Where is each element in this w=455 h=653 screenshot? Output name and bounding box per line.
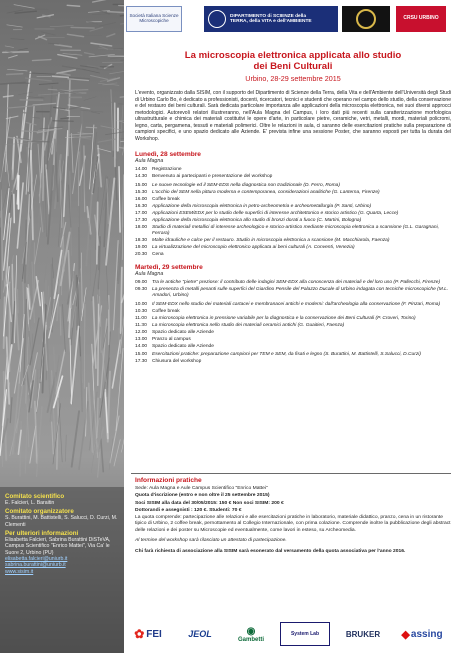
gambetti-logo: ◉ Gambetti [237, 625, 264, 643]
program-row [135, 316, 451, 322]
day2-heading: Martedì, 29 settembre [135, 263, 203, 271]
membership-note: Chi farà richiesta di associazione alla SISIM sarà esonerato dal versamento della quota associativa per l'anno 2016. [135, 549, 406, 555]
fei-logo: ✿ FEI [134, 627, 162, 641]
program-time: 14.00 [135, 343, 148, 349]
program-event: Coffee break [152, 308, 180, 314]
program-time: 14.30 [135, 174, 148, 180]
section-divider [131, 473, 451, 474]
program-row [135, 245, 451, 251]
program-row [135, 330, 451, 336]
info-heading: Per ulteriori informazioni [5, 529, 79, 537]
program-time: 20.30 [135, 252, 148, 258]
program-row [135, 204, 451, 210]
department-logo: DIPARTIMENTO di SCIENZE della TERRA, della VITA e dell'AMBIENTE [204, 6, 338, 32]
program-row [135, 211, 451, 217]
program-time: 17.00 [135, 211, 148, 217]
fee-heading: Quota d'iscrizione (entro e non oltre il 25 settembre 2015) [135, 493, 270, 499]
program-time: 09.00 [135, 279, 148, 285]
gambetti-icon: ◉ [246, 625, 256, 637]
university-seal-icon [208, 10, 226, 28]
program-row [135, 238, 451, 244]
program-event: Spazio dedicato alle Aziende [152, 343, 214, 349]
program-event: Applicazioni ESEM/EDX per lo studio delle superfici di interesse architettonico e storico artistico (G. Quarta, Lecce) [152, 211, 399, 217]
crsu-logo: CRSU URBINO [396, 6, 446, 32]
sisim-logo: Società Italiana Scienze Microscopiche [126, 6, 182, 32]
program-time: 15.00 [135, 352, 148, 358]
program-row [135, 352, 451, 358]
fei-flower-icon: ✿ [134, 627, 145, 641]
program-row [135, 359, 451, 365]
program-time: 15.00 [135, 183, 148, 189]
intro-text: L'evento, organizzato dalla SISIM, con il supporto del Dipartimento di Scienze della Terra, della Vita e dell'Ambiente dell'Università degli Studi di Urbino Carlo Bo, è dedicato a professionisti, docenti, ricercatori, tecnici e studenti che operano nel campo dello studio, della conservazione e del restauro dei beni culturali. Sarà dedicata particolare importanza alle applicazioni della microscopia elettronica, nei suoi diversi approcci metodologici. Autorevoli relatori illustreranno, nell'Aula Magna del Campus, i loro dati più recenti sulla caratterizzazione morfologica ultrastrutturale e chimica dei materiali costitutivi le opere d'arte, in particolare pietre, ceramiche, vetri, metalli, mordi, materiali policromi, legno, carta, pergamena, tessuti e materiali polimerici. Oltre le relazioni in aula, ci saranno delle esercitazioni pratiche sulla preparazione di campioni specifici, e uno spazio dedicato alle Aziende. E' prevista infine una sessione Poster, che saranno esposti per tutta la durata del Workshop. [135, 90, 451, 142]
program-row [135, 287, 451, 299]
program-row [135, 183, 451, 189]
day1-section [135, 151, 451, 257]
program-time: 18.30 [135, 238, 148, 244]
university-logo [342, 6, 390, 32]
program-event: Chiusura del workshop [152, 359, 202, 365]
organizing-committee-heading: Comitato organizzatore [5, 508, 74, 516]
program-event: Cena [152, 252, 164, 258]
program-row [135, 197, 451, 203]
program-event: Studio di materiali metallici di interesse archeologico e storico-artistico mediante microscopia elettronica a scansione (G.L. Garagnani, Ferrara) [152, 225, 439, 237]
assing-icon: ◆ [401, 628, 410, 641]
program-row [135, 252, 451, 258]
venue: Sede: Aula Magna e Aule Campus Scientifico "Enrico Mattei" [135, 486, 268, 491]
program-event: La presenza di metalli pesanti sulle superfici del Giardino Pensile del Palazzo Ducale di Urbino indagata con tecniche microscopiche (M.L. Amadori, Urbino) [152, 286, 449, 298]
program-row [135, 309, 451, 315]
program-row [135, 323, 451, 329]
program-event: Pranzo al campus [152, 336, 191, 342]
certificate-note: Al termine del workshop sarà rilasciato un attestato di partecipazione. [135, 537, 287, 543]
sponsor-logos [126, 622, 451, 648]
program-time: 13.00 [135, 336, 148, 342]
day1-heading: Lunedì, 28 settembre [135, 151, 201, 159]
program-event: La microscopia elettronica in pressione variabile per la diagnostica e la conservazione dei Beni Culturali (P. Croveri, Torino) [152, 315, 416, 321]
info-title: Informazioni pratiche [135, 477, 202, 484]
program-event: Registrazione [152, 167, 182, 173]
program-row [135, 167, 451, 173]
day2-section [135, 264, 451, 365]
program-time: 12.00 [135, 329, 148, 335]
program-row [135, 218, 451, 224]
program-time: 15.30 [135, 190, 148, 196]
program-event: La microscopia elettronica nello studio dei materiali ceramici antichi (G. Guaitieri, Faenza) [152, 322, 345, 328]
program-row [135, 344, 451, 350]
website-link[interactable]: www.sisim.it [5, 568, 34, 575]
info-contacts: Elisabetta Falcieri, Sabrina Burattini DiSTeVA, Campus Scientifico "Enrico Mattei", Via Ca' le Suore 2, Urbino (PU) [5, 537, 111, 556]
sem-image-column [0, 0, 124, 653]
program-event: Esercitazioni pratiche: preparazione campioni per TEM e SEM, da fisati e legno (S. Burattini, M. Battistelli, S.Salucci, D.Curzi) [152, 352, 421, 358]
program-time: 10.30 [135, 308, 148, 314]
program-event: Tra le antiche "pietre" preziose: il contributo delle indagini SEM-EDX alla conoscenza dei materiali e del loro uso (P. Pallecchi, Firenze) [152, 279, 441, 285]
program-event: Spazio dedicato alle Aziende [152, 329, 214, 335]
program-time: 10.00 [135, 301, 148, 307]
program-time: 11.30 [135, 322, 147, 328]
program-row [135, 337, 451, 343]
program-time: 17.30 [135, 359, 148, 365]
program-time: 11.00 [135, 315, 147, 321]
event-date: Urbino, 28-29 settembre 2015 [245, 74, 341, 84]
program-row [135, 280, 451, 286]
fee-includes: La quota comprende: partecipazione alle relazioni e alle esercitazioni pratiche in laboratorio, materiale didattico, pranzo, cena in un ristorante tipico di Urbino, 2 coffee break, pernottamento al Collegio Internazionale, con prima colazione. Comprende inoltre la pubblicazione degli abstract delle relazioni e dei poster su Microscopie ed eventualmente, come lavori in esteso, su Archeomedia. [135, 515, 451, 533]
program-event: Benvenuto ai partecipanti e presentazione del workshop [152, 174, 273, 180]
program-row [135, 190, 451, 196]
program-time: 18.00 [135, 225, 148, 231]
program-row [135, 225, 451, 237]
organizing-committee: S. Burattini, M. Battistelli, S. Salucci, D. Curzi, M. Clementi [5, 515, 118, 528]
assing-logo: ◆ assing [401, 628, 443, 641]
program-time: 09.30 [135, 286, 148, 292]
system-lab-logo: System Lab [280, 622, 330, 646]
day2-program [135, 280, 451, 365]
program-row [135, 174, 451, 180]
program-event: L'occhio del SEM nella pittura moderna e contemporanea, considerazioni analitiche (G. Lanterna, Firenze) [152, 190, 380, 196]
program-event: Malte idrauliche e calce per il restauro. Studio in microscopia elettronica a scansione (M. Macchiarola, Faenza) [152, 238, 390, 244]
day1-place: Aula Magna [135, 158, 164, 165]
main-content [135, 50, 451, 366]
jeol-logo: JEOL [188, 629, 212, 639]
event-title: La microscopia elettronica applicata allo studio dei Beni Culturali [184, 50, 402, 73]
fee-members: Soci SISIM alla data del 30/05/2015: 150 € Non soci SISIM: 200 € [135, 500, 284, 506]
program-row [135, 302, 451, 308]
crest-icon [356, 9, 376, 29]
bruker-logo: BRUKER [345, 629, 381, 639]
scientific-committee-heading: Comitato scientifico [5, 493, 65, 500]
program-time: 16.00 [135, 197, 148, 203]
program-time: 17.30 [135, 218, 148, 224]
day2-place: Aula Magna [135, 270, 164, 277]
header-logos [126, 6, 451, 34]
fee-students: Dottorandi e assegnisti : 120 €. Studenti: 70 € [135, 507, 242, 513]
program-time: 16.30 [135, 204, 148, 210]
scientific-committee: E. Falcieri, L. Baraitin [5, 500, 55, 507]
email-link-falcieri[interactable]: elisabetta.falcieri@uniurb.it [5, 555, 68, 562]
info-panel [0, 487, 124, 653]
program-event: Applicazione della microscopia elettronica in petro-archeometria e archeometallurgia (P. Santi, Urbino) [152, 204, 372, 210]
program-time: 19.00 [135, 245, 148, 251]
email-link-burattini[interactable]: sabrina.burattini@uniurb.it [5, 562, 66, 569]
program-event: Applicazione della microscopia elettronica allo studio di bronzi dorati a fuoco (C. Martini, Bologna) [152, 218, 362, 224]
program-event: Le nuove tecnologie ed il SEM-EDS nella diagnostica non tradizionale (D. Ferro, Roma) [152, 183, 340, 189]
program-event: Il SEM-EDX nello studio dei materiali cartacei e membranacei antichi e moderni: dall'archeologia alla conservazione (F. Pinzari, Roma) [152, 301, 441, 307]
program-time: 14.00 [135, 167, 148, 173]
program-event: Coffee break [152, 197, 180, 203]
program-event: La virtualizzazione del microscopio elettronico applicata ai beni culturali (A. Conventi, Venezia) [152, 245, 355, 251]
practical-info [135, 477, 451, 557]
day1-program [135, 167, 451, 257]
